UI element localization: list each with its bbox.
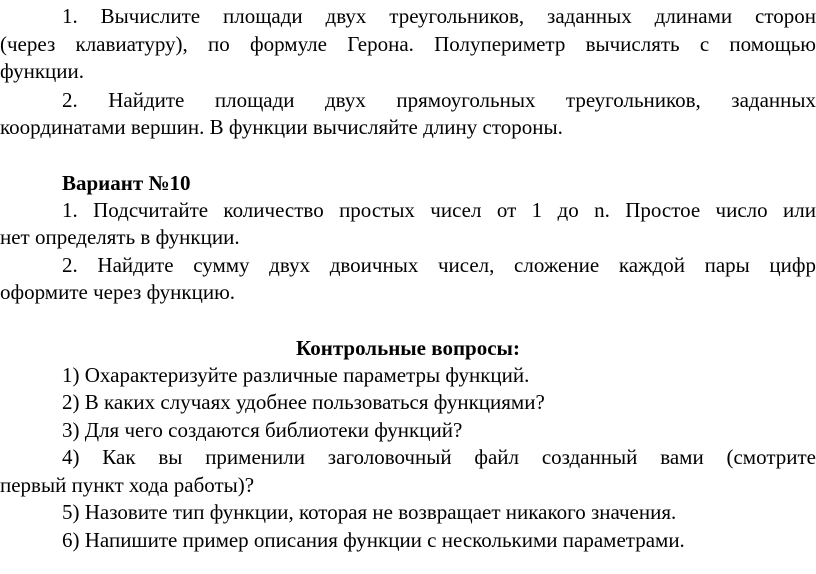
variant-task2-line2: оформите через функцию. <box>0 280 236 304</box>
task2-line1: 2. Найдите площади двух прямоугольных треугольников, заданных <box>62 88 816 112</box>
questions-title: Контрольные вопросы: <box>296 336 520 360</box>
task1-line1: 1. Вычислите площади двух треугольников, заданных длинами сторон <box>62 4 816 28</box>
question-2: 2) В каких случаях удобнее пользоваться функциями? <box>62 390 545 414</box>
task1-line3: функции. <box>0 59 84 83</box>
question-1: 1) Охарактеризуйте различные параметры функций. <box>62 363 530 387</box>
variant-title: Вариант №10 <box>62 171 191 195</box>
task2-line2: координатами вершин. В функции вычисляйте длину стороны. <box>0 115 563 139</box>
question-4-line1: 4) Как вы применили заголовочный файл созданный вами (смотрите <box>62 445 816 469</box>
variant-task1-line2: нет определять в функции. <box>0 225 240 249</box>
variant-task1-line1: 1. Подсчитайте количество простых чисел от 1 до n. Простое число или <box>62 198 816 222</box>
question-4-line2: первый пункт хода работы)? <box>0 473 255 497</box>
variant-task2-line1: 2. Найдите сумму двух двоичных чисел, сложение каждой пары цифр <box>62 253 816 277</box>
question-6: 6) Напишите пример описания функции с несколькими параметрами. <box>62 528 685 552</box>
question-3: 3) Для чего создаются библиотеки функций? <box>62 418 463 442</box>
task1-line2: (через клавиатуру), по формуле Герона. Полупериметр вычислять с помощью <box>0 32 816 56</box>
question-5: 5) Назовите тип функции, которая не возвращает никакого значения. <box>62 500 677 524</box>
